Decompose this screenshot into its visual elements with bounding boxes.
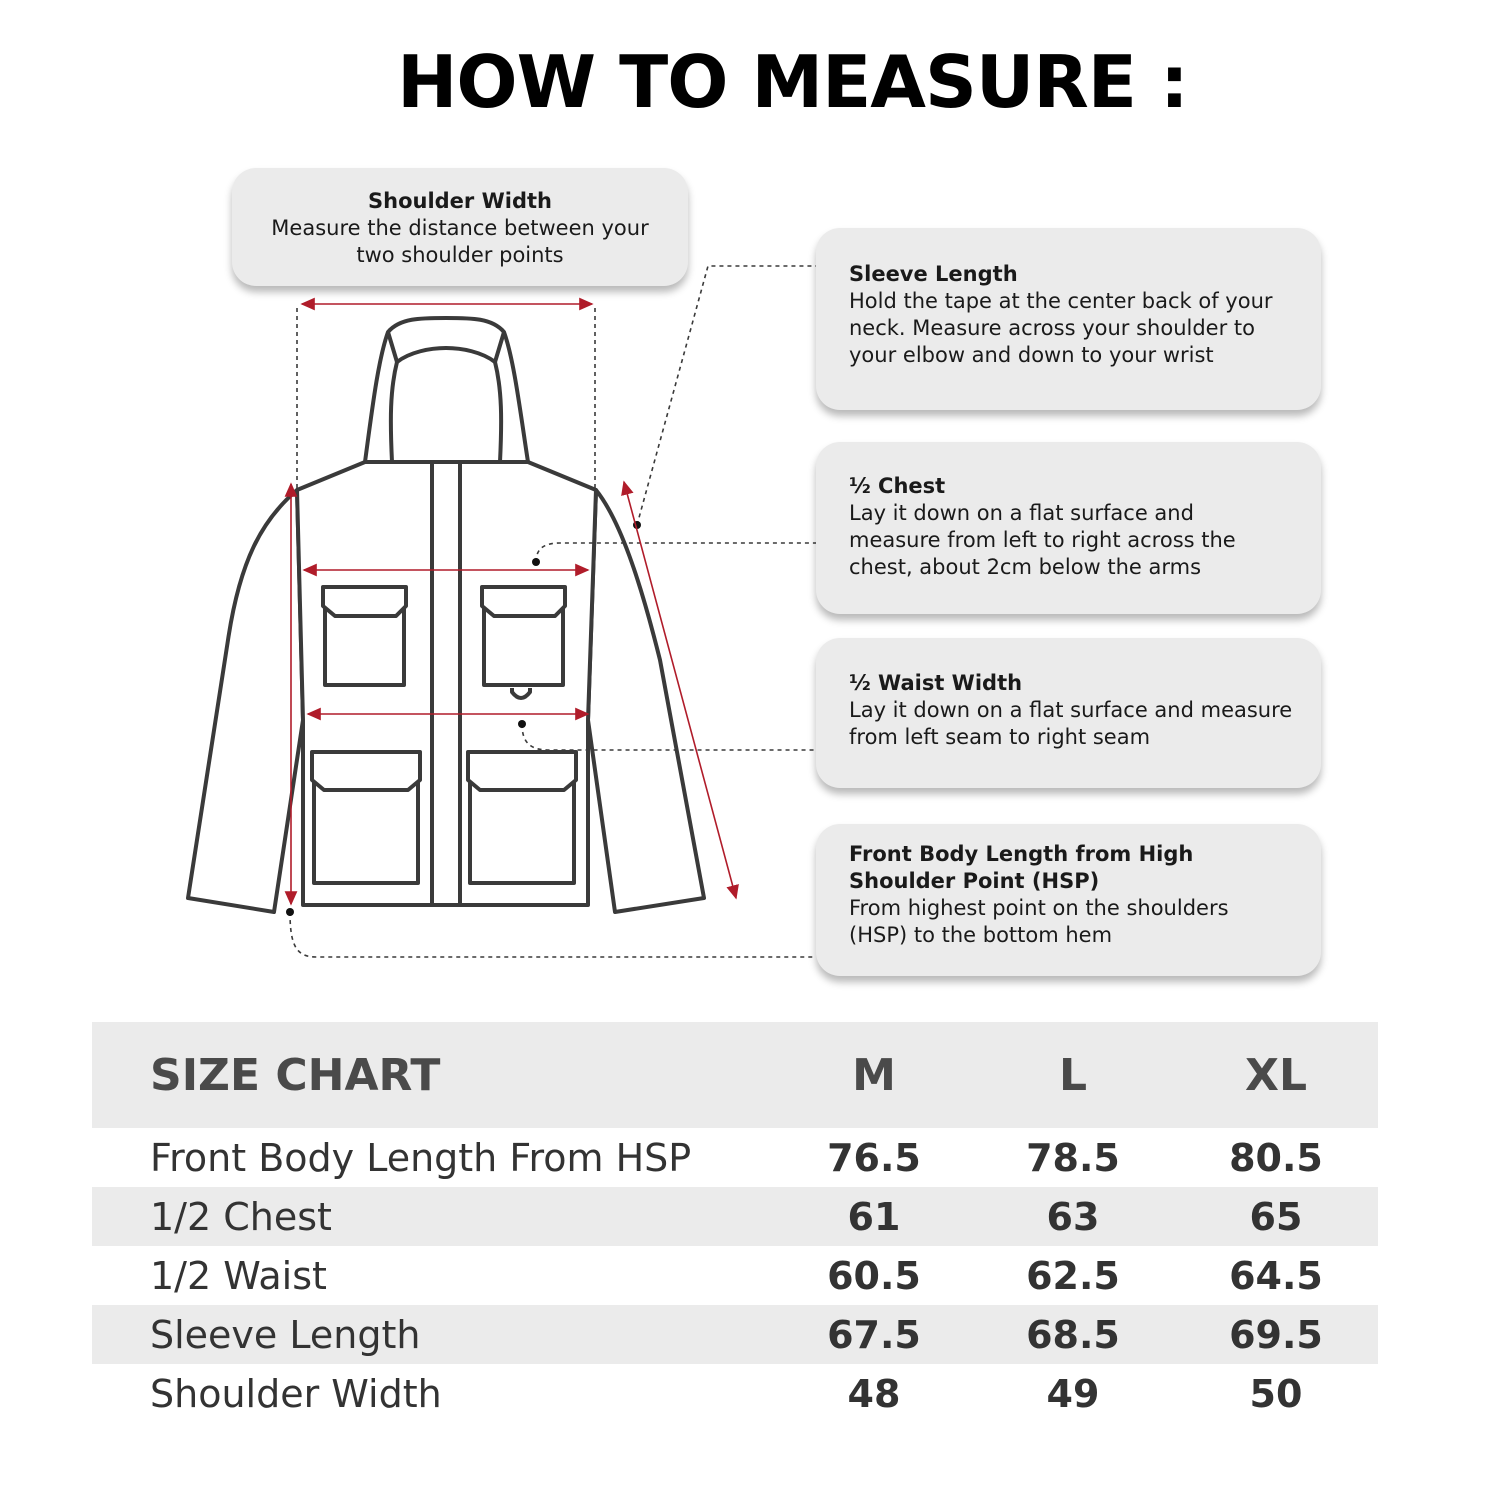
guide-heading: Front Body Length from High Shoulder Point (HSP) <box>849 842 1194 893</box>
page-title: HOW TO MEASURE : <box>397 40 1188 124</box>
size-header-m: M <box>852 1049 896 1101</box>
value-m: 60.5 <box>827 1253 921 1298</box>
guide-heading: ½ Chest <box>849 474 946 498</box>
value-xl: 69.5 <box>1229 1312 1323 1357</box>
size-header-l: L <box>1058 1049 1088 1101</box>
sleeve-length-guide <box>816 228 1321 410</box>
jacket-outline <box>188 318 704 912</box>
value-l: 68.5 <box>1026 1312 1120 1357</box>
guide-description: Lay it down on a flat surface and measure from left seam to right seam <box>849 698 1293 749</box>
table-row <box>92 1246 1378 1305</box>
guide-description: Lay it down on a flat surface and measure from left to right across the chest, about 2cm below the arms <box>849 501 1236 579</box>
half-chest-guide <box>816 442 1321 614</box>
half-waist-guide <box>816 638 1321 788</box>
value-m: 48 <box>847 1371 901 1416</box>
table-row <box>92 1364 1378 1423</box>
table-row <box>92 1187 1378 1246</box>
size-chart-title: SIZE CHART <box>150 1049 441 1101</box>
table-row <box>92 1305 1378 1364</box>
value-l: 78.5 <box>1026 1135 1120 1180</box>
row-label: Shoulder Width <box>150 1371 442 1416</box>
value-xl: 80.5 <box>1229 1135 1323 1180</box>
value-l: 63 <box>1046 1194 1100 1239</box>
value-m: 67.5 <box>827 1312 921 1357</box>
value-xl: 64.5 <box>1229 1253 1323 1298</box>
guide-heading: ½ Waist Width <box>849 671 1023 695</box>
value-m: 61 <box>847 1194 901 1239</box>
value-xl: 50 <box>1249 1371 1303 1416</box>
size-header-xl: XL <box>1245 1049 1307 1101</box>
row-label: Sleeve Length <box>150 1312 421 1357</box>
row-label: 1/2 Chest <box>150 1194 332 1239</box>
shoulder-width-guide <box>232 168 688 286</box>
value-l: 49 <box>1046 1371 1100 1416</box>
guide-heading: Sleeve Length <box>849 262 1018 286</box>
guide-description: Measure the distance between your two shoulder points <box>271 216 649 267</box>
guide-heading: Shoulder Width <box>368 189 552 213</box>
size-chart-header <box>92 1022 1378 1128</box>
row-label: 1/2 Waist <box>150 1253 327 1298</box>
guide-description: Hold the tape at the center back of your neck. Measure across your shoulder to your elbow and down to your wrist <box>849 289 1273 367</box>
table-row <box>92 1128 1378 1187</box>
size-chart-table <box>92 1022 1378 1423</box>
value-m: 76.5 <box>827 1135 921 1180</box>
value-xl: 65 <box>1249 1194 1303 1239</box>
value-l: 62.5 <box>1026 1253 1120 1298</box>
guide-description: From highest point on the shoulders (HSP) to the bottom hem <box>849 896 1229 947</box>
front-body-length-guide <box>816 824 1321 976</box>
row-label: Front Body Length From HSP <box>150 1135 692 1180</box>
